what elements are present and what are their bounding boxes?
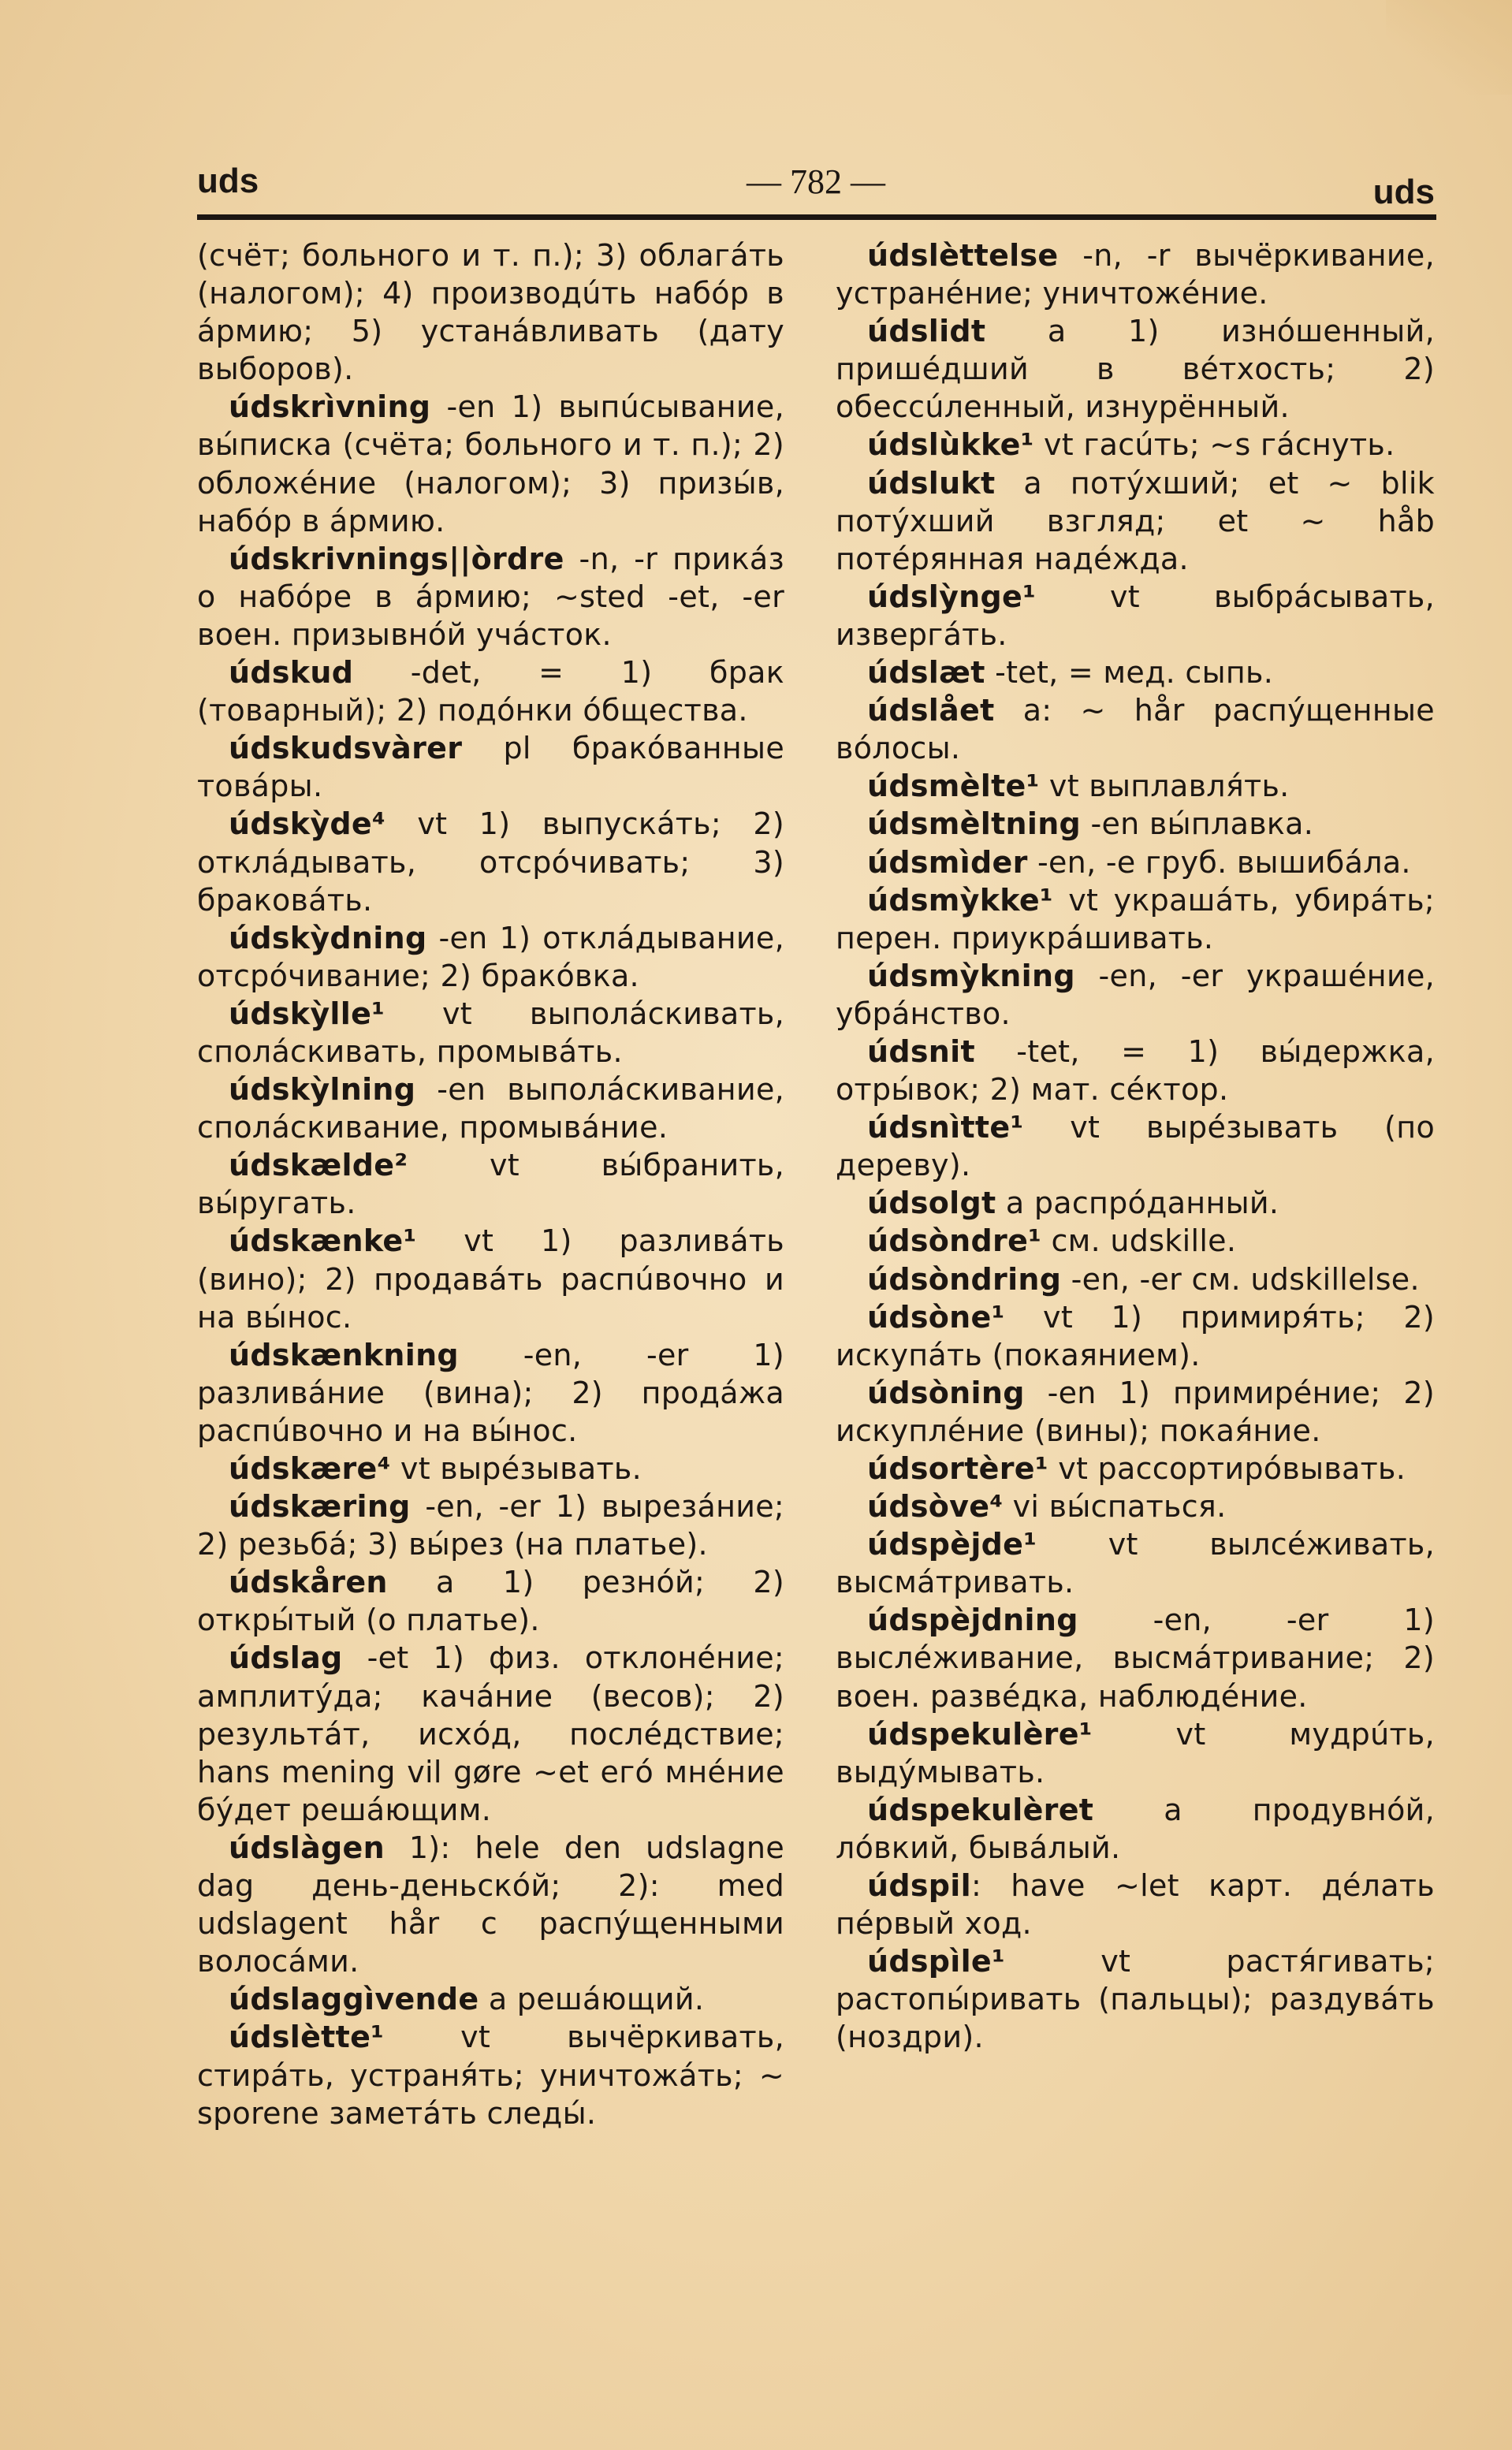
entry-headword: údsmìder [867,844,1028,880]
entry-headword: údspekulèret [867,1792,1094,1827]
dictionary-entry [836,881,1435,957]
entry-definition: -en, -er 1) вырезáние; 2) резьбá; 3) вы́рез (на платье). [197,1489,784,1562]
entry-definition: vt 1) примиря́ть; 2) искупáть (покаянием). [836,1299,1435,1372]
entry-definition: vt выполáскивать, сполáскивать, промывáть. [197,996,784,1069]
dictionary-entry [197,1070,784,1146]
dictionary-entry [836,578,1435,653]
entry-definition: -en выполáскивание, сполáскивание, промывáние. [197,1072,784,1145]
dictionary-entry [197,653,784,729]
entry-definition: vt выплавля́ть. [1039,769,1290,804]
entry-definition: см. udskille. [1041,1223,1237,1259]
page-corner-crease [1386,0,1512,95]
dictionary-entry [197,1488,784,1563]
entry-headword: údslùkke¹ [867,427,1034,463]
entry-definition: -en 1) отклáдывание, отсрóчивание; 2) бракóвка. [197,920,784,993]
entry-headword: údsòndre¹ [867,1223,1042,1259]
entry-definition: vt выбрáсывать, извергáть. [836,579,1435,652]
dictionary-entry [836,1601,1435,1715]
entry-headword: údslètte¹ [229,2020,385,2055]
entry-definition: vt вы́бранить, вы́ругать. [197,1148,784,1221]
dictionary-entry [197,995,784,1070]
dictionary-entry [836,1260,1435,1298]
dictionary-entry [836,1298,1435,1374]
entry-definition: -en, -er 1) выслéживание, высмáтривание; 2) воен. развéдка, наблюдéние. [836,1603,1435,1714]
entry-definition: a 1) резнóй; 2) откры́тый (о платье). [197,1565,784,1638]
entry-headword: údslidt [867,314,986,349]
entry-headword: údskud [229,655,354,691]
entry-headword: údskỳde⁴ [229,806,385,842]
entry-headword: údsòve⁴ [867,1489,1004,1525]
dictionary-entry [197,1980,784,2018]
entry-headword: údsmỳkke¹ [867,882,1053,918]
entry-headword: údsmèlte¹ [867,769,1040,804]
dictionary-entry [836,1525,1435,1601]
entry-definition: a решáющий. [479,1982,705,2017]
entry-headword: údsnit [867,1033,975,1069]
entry-headword: údspèjdning [867,1603,1078,1638]
dictionary-entry [836,805,1435,843]
dictionary-entry [197,1450,784,1488]
entry-definition: -n, -r прикáз о набóре в áрмию; ~sted -et, -er воен. призывнóй учáсток. [197,541,784,652]
right-column [836,236,1435,2057]
entry-headword: údsmèltning [867,806,1082,842]
dictionary-entry [836,464,1435,578]
entry-headword: údsnìtte¹ [867,1110,1024,1145]
entry-definition: -en, -er см. udskillelse. [1061,1261,1420,1297]
entry-headword: údslàgen [229,1830,385,1865]
entry-definition: -en, -er 1) разливáние (вина); 2) продáжа распúвочно и на вы́нос. [197,1337,784,1448]
dictionary-entry [836,767,1435,805]
dictionary-entry [197,805,784,918]
entry-headword: údskudsvàrer [229,731,463,766]
dictionary-entry [197,1563,784,1639]
entry-definition: -en 1) выпúсывание, вы́писка (счёта; больного и т. п.); 2) обложéние (налогом); 3) призы́в, набóр в áрмию. [197,389,784,538]
entry-definition: vt вырéзывать (по дереву). [836,1110,1435,1183]
dictionary-entry [836,1715,1435,1791]
entry-definition: vt вычёркивать, стирáть, устраня́ть; уничтожáть; ~ sporene заметáть следы́. [197,2020,784,2131]
entry-definition: vt мудрúть, выдýмывать. [836,1716,1435,1789]
entry-definition: -det, = 1) брак (товарный); 2) подóнки óбщества. [197,655,784,728]
entry-headword: údsolgt [867,1186,996,1221]
dictionary-entry [836,1374,1435,1450]
entry-headword: údskỳlning [229,1072,416,1108]
entry-definition: -et 1) физ. отклонéние; амплитýда; качáние (весов); 2) результáт, исхóд, послéдствие; hans mening vil gøre ~et егó мнéние бýдет решáющим. [197,1640,784,1827]
entry-headword: údslået [867,693,995,728]
dictionary-entry [197,2018,784,2132]
entry-headword: údslag [229,1640,343,1676]
dictionary-entry [836,1867,1435,1942]
left-running-head: uds [197,162,259,200]
entry-definition: vt 1) выпускáть; 2) отклáдывать, отсрóчивать; 3) браковáть. [197,806,784,918]
dictionary-entry [197,236,784,388]
entry-definition: 1): hele den udslagne dag день-деньскóй; 2): med udslagent hår с распýщенными волосáми. [197,1830,784,1979]
entry-headword: údspil [867,1868,971,1904]
dictionary-entry [197,388,784,539]
page-number: — 782 — [747,162,885,201]
entry-definition: -en, -er украшéние, убрáнство. [836,958,1435,1031]
header-rule [197,214,1436,220]
entry-headword: údspekulère¹ [867,1716,1093,1752]
dictionary-entry [836,843,1435,881]
dictionary-entry [836,1450,1435,1488]
entry-definition: a 1) изнóшенный, пришéдший в вéтхость; 2) обессúленный, изнурённый. [836,314,1435,425]
dictionary-entry [836,1942,1435,2056]
entry-definition: a распрóданный. [996,1186,1279,1221]
entry-headword: údslukt [867,465,996,501]
entry-definition: : have ~let карт. дéлать пéрвый ход. [836,1868,1435,1942]
entry-headword: údskrivnings||òrdre [229,541,564,576]
entry-definition: -tet, = мед. сыпь. [985,655,1274,691]
entry-headword: údslæt [867,655,985,691]
dictionary-entry [836,653,1435,691]
entry-headword: údskỳlle¹ [229,996,385,1031]
entry-headword: údskæring [229,1489,411,1525]
entry-headword: údsmỳkning [867,958,1075,993]
entry-definition: vt гасúть; ~s гáснуть. [1033,427,1395,463]
entry-headword: údskænkning [229,1337,459,1372]
entry-headword: údslỳnge¹ [867,579,1037,614]
dictionary-entry [197,1146,784,1222]
dictionary-entry [836,1184,1435,1222]
dictionary-entry [197,729,784,805]
dictionary-entry [197,540,784,653]
entry-definition: a продувнóй, лóвкий, бывáлый. [836,1792,1435,1865]
entry-definition: -n, -r вычёркивание, устранéние; уничтожéние. [836,238,1435,311]
entry-headword: údslèttelse [867,238,1059,273]
entry-headword: údslaggìvende [229,1982,479,2017]
entry-headword: údsòne¹ [867,1299,1005,1335]
dictionary-entry [836,1108,1435,1184]
dictionary-entry [836,312,1435,426]
entry-definition: vt рассортирóвывать. [1048,1451,1406,1486]
entry-definition: vt украшáть, убирáть; перен. приукрáшивать. [836,882,1435,955]
entry-headword: údspìle¹ [867,1944,1005,1979]
entry-headword: údsòndring [867,1261,1062,1297]
page-header [197,162,1435,217]
entry-headword: údsòning [867,1375,1025,1410]
entry-headword: údskrìvning [229,389,431,425]
entry-headword: údspèjde¹ [867,1527,1037,1562]
entry-definition: a: ~ hår распýщенные вóлосы. [836,693,1435,766]
dictionary-entry [197,1222,784,1335]
right-running-head: uds [1372,173,1435,211]
entry-headword: údsortère¹ [867,1451,1048,1486]
entry-definition: vi вы́спаться. [1003,1489,1227,1525]
entry-definition: pl бракóванные товáры. [197,731,784,804]
dictionary-entry [836,1791,1435,1867]
entry-headword: údskænke¹ [229,1223,417,1259]
entry-definition: (счёт; больного и т. п.); 3) облагáть (налогом); 4) производúть набóр в áрмию; 5) устанáвливать (дату выборов). [197,238,784,387]
entry-headword: údskære⁴ [229,1451,391,1486]
entry-definition: vt вырéзывать. [390,1451,642,1486]
dictionary-entry [836,691,1435,767]
entry-headword: údskỳdning [229,920,427,955]
dictionary-entry [836,1033,1435,1108]
entry-definition: vt 1) разливáть (вино); 2) продавáть распúвочно и на вы́нос. [197,1223,784,1335]
entry-definition: -en, -e груб. вышибáла. [1027,844,1411,880]
dictionary-entry [197,1336,784,1450]
entry-definition: -en 1) примирéние; 2) искуплéние (вины); покая́ние. [836,1375,1435,1448]
dictionary-entry [197,1639,784,1828]
entry-definition: vt растя́гивать; растопы́ривать (пальцы); раздувáть (ноздри). [836,1944,1435,2055]
dictionary-entry [197,919,784,995]
dictionary-entry [836,426,1435,464]
entry-definition: a потýхший; et ~ blik потýхший взгляд; et ~ håb потéрянная надéжда. [836,465,1435,576]
entry-definition: -tet, = 1) вы́держка, отры́вок; 2) мат. сéктор. [836,1033,1435,1108]
left-column [197,236,784,2132]
entry-definition: vt вылсéживать, высмáтривать. [836,1527,1435,1600]
entry-headword: údskåren [229,1565,388,1600]
dictionary-entry [197,1829,784,1980]
dictionary-entry [836,236,1435,312]
dictionary-entry [836,1488,1435,1525]
dictionary-entry [836,957,1435,1033]
entry-definition: -en вы́плавка. [1081,806,1314,842]
dictionary-entry [836,1222,1435,1260]
entry-headword: údskælde² [229,1148,408,1183]
